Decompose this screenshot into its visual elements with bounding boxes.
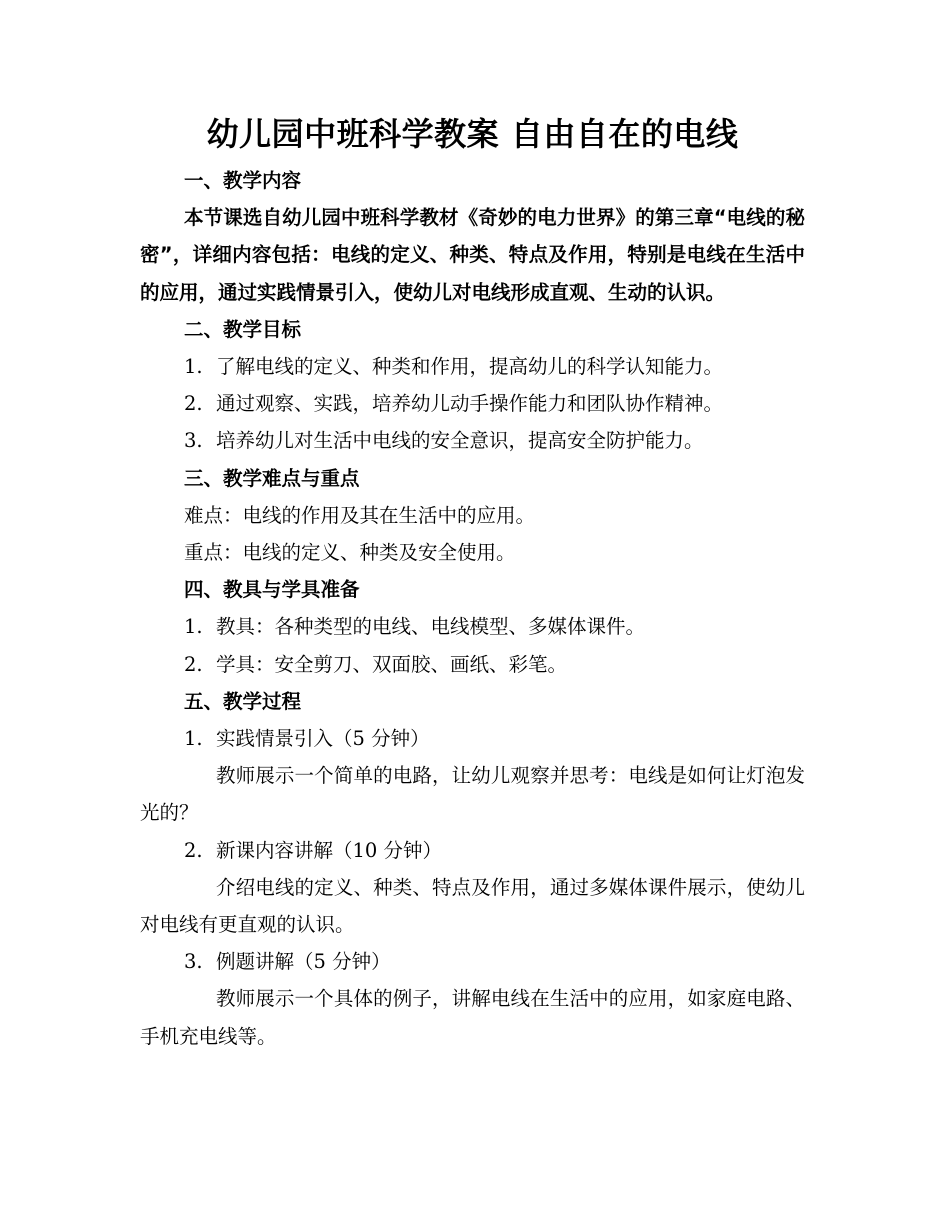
section-heading-keypoints: 三、教学难点与重点 — [184, 466, 360, 490]
section-heading-process: 五、教学过程 — [184, 689, 302, 713]
process-step-text: 教师展示一个具体的例子，讲解电线在生活中的应用，如家庭电路、手机充电线等。 — [140, 987, 805, 1048]
focus-text: 重点：电线的定义、种类及安全使用。 — [184, 541, 516, 565]
goal-text: 通过观察、实践，培养幼儿动手操作能力和团队协作精神。 — [216, 392, 724, 416]
step-number: 2. — [184, 838, 203, 862]
step-title: 实践情景引入（5 分钟） — [216, 727, 430, 751]
process-step-title — [140, 720, 805, 757]
material-item — [140, 608, 805, 645]
material-text: 教具：各种类型的电线、电线模型、多媒体课件。 — [216, 615, 646, 639]
goal-item — [140, 422, 805, 459]
material-number: 2. — [184, 652, 203, 676]
goal-item — [140, 385, 805, 422]
process-step-title — [140, 832, 805, 869]
goal-number: 3. — [184, 429, 203, 453]
step-number: 1. — [184, 727, 203, 751]
process-step-text: 教师展示一个简单的电路，让幼儿观察并思考：电线是如何让灯泡发光的？ — [140, 764, 805, 825]
section-heading-materials: 四、教具与学具准备 — [184, 578, 360, 602]
material-number: 1. — [184, 615, 203, 639]
material-text: 学具：安全剪刀、双面胶、画纸、彩笔。 — [216, 652, 568, 676]
goal-item — [140, 348, 805, 385]
step-number: 3. — [184, 950, 203, 974]
difficulty-text: 难点：电线的作用及其在生活中的应用。 — [184, 503, 536, 527]
material-item — [140, 646, 805, 683]
goal-number: 2. — [184, 392, 203, 416]
goal-number: 1. — [184, 355, 203, 379]
process-step-text: 介绍电线的定义、种类、特点及作用，通过多媒体课件展示，使幼儿对电线有更直观的认识。 — [140, 875, 805, 937]
document-title: 幼儿园中班科学教案 自由自在的电线 — [206, 115, 739, 153]
goal-text: 培养幼儿对生活中电线的安全意识，提高安全防护能力。 — [216, 429, 704, 453]
section-heading-goals: 二、教学目标 — [184, 317, 302, 341]
document-page — [140, 108, 805, 1055]
step-title: 例题讲解（5 分钟） — [216, 950, 391, 974]
step-title: 新课内容讲解（10 分钟） — [216, 838, 443, 862]
section-heading-content: 一、教学内容 — [184, 169, 302, 192]
goal-text: 了解电线的定义、种类和作用，提高幼儿的科学认知能力。 — [216, 355, 724, 379]
process-step-title — [140, 943, 805, 980]
content-paragraph: 本节课选自幼儿园中班科学教材《奇妙的电力世界》的第三章“电线的秘密”，详细内容包括：电线的定义、种类、特点及作用，特别是电线在生活中的应用，通过实践情景引入，使幼儿对电线形成直观、生动的认识。 — [140, 206, 805, 304]
